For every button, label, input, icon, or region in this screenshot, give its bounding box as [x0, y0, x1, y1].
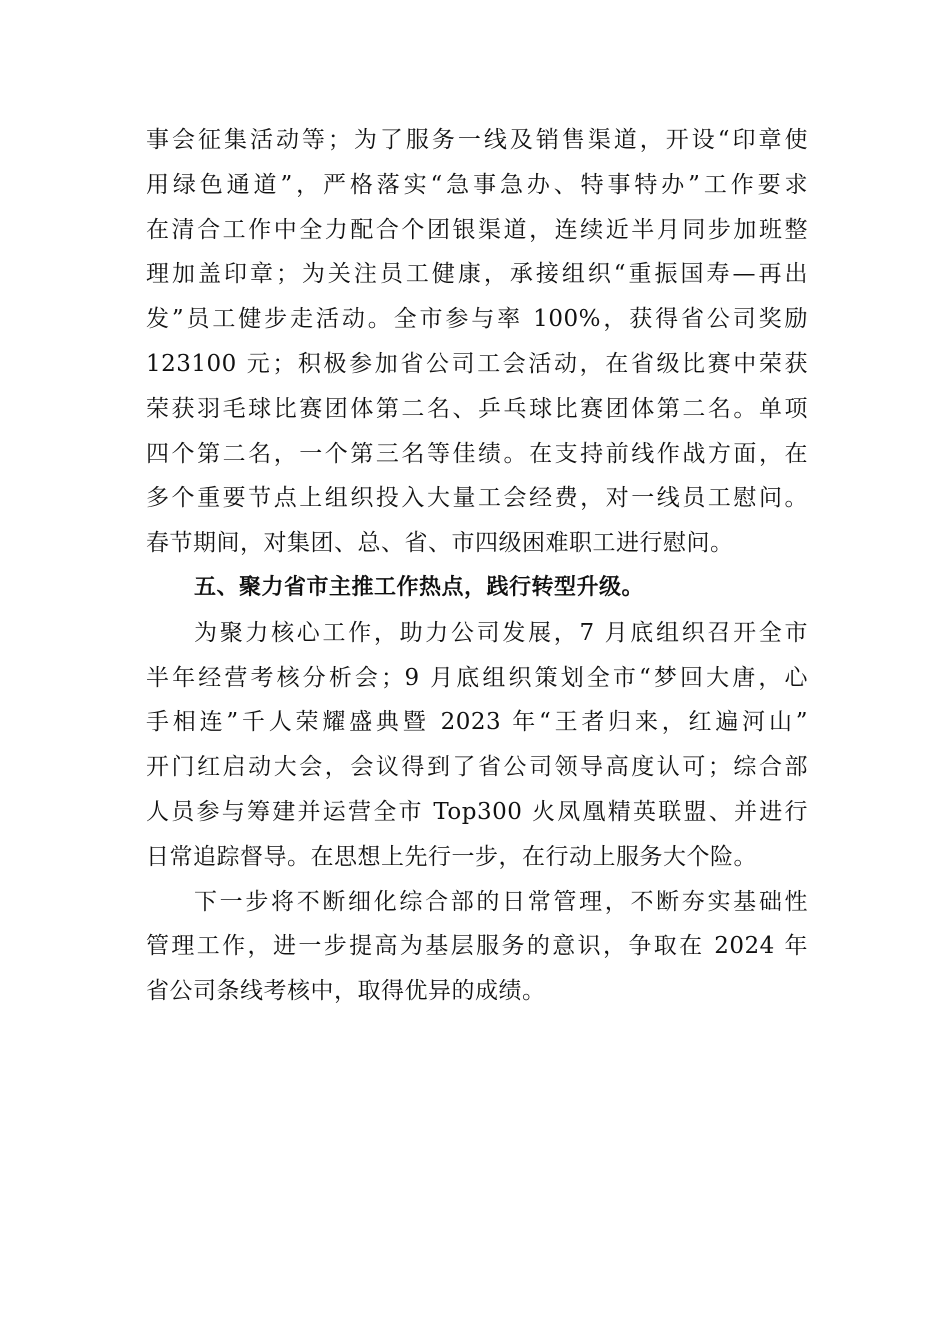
paragraph-line: 在清合工作中全力配合个团银渠道，连续近半月同步加班整 — [146, 216, 808, 243]
paragraph-line: 管理工作，进一步提高为基层服务的意识，争取在 2024 年 — [146, 933, 808, 960]
paragraph-line: 多个重要节点上组织投入大量工会经费，对一线员工慰问。 — [146, 485, 808, 512]
paragraph-line: 半年经营考核分析会；9 月底组织策划全市“梦回大唐，心 — [146, 664, 808, 691]
document-body — [146, 118, 808, 1014]
paragraph-line: 事会征集活动等；为了服务一线及销售渠道，开设“印章使 — [146, 127, 808, 153]
paragraph-activities — [146, 118, 808, 566]
paragraph-line: 下一步将不断细化综合部的日常管理，不断夯实基础性 — [194, 888, 808, 915]
paragraph-line: 四个第二名，一个第三名等佳绩。在支持前线作战方面，在 — [146, 440, 808, 467]
paragraph-line: 为聚力核心工作，助力公司发展，7 月底组织召开全市 — [194, 619, 808, 646]
section-heading: 五、聚力省市主推工作热点，践行转型升级。 — [194, 574, 645, 600]
paragraph-next-steps — [146, 880, 808, 1014]
paragraph-line: 人员参与筹建并运营全市 Top300 火凤凰精英联盟、并进行 — [146, 798, 808, 825]
paragraph-line: 日常追踪督导。在思想上先行一步，在行动上服务大个险。 — [146, 843, 757, 870]
paragraph-line: 省公司条线考核中，取得优异的成绩。 — [146, 978, 546, 1005]
paragraph-line: 荣获羽毛球比赛团体第二名、乒乓球比赛团体第二名。单项 — [146, 395, 808, 422]
paragraph-line: 开门红启动大会，会议得到了省公司领导高度认可；综合部 — [146, 754, 808, 781]
paragraph-line: 手相连”千人荣耀盛典暨 2023 年“王者归来，红遍河山” — [146, 709, 808, 736]
paragraph-line: 发”员工健步走活动。全市参与率 100%，获得省公司奖励 — [146, 306, 808, 333]
paragraph-line: 用绿色通道”，严格落实“急事急办、特事特办”工作要求 — [146, 171, 808, 198]
paragraph-line: 理加盖印章；为关注员工健康，承接组织“重振国寿—再出 — [146, 261, 808, 288]
paragraph-line: 春节期间，对集团、总、省、市四级困难职工进行慰问。 — [146, 530, 734, 557]
paragraph-line: 123100 元；积极参加省公司工会活动，在省级比赛中荣获 — [146, 350, 808, 377]
paragraph-core-work — [146, 611, 808, 880]
